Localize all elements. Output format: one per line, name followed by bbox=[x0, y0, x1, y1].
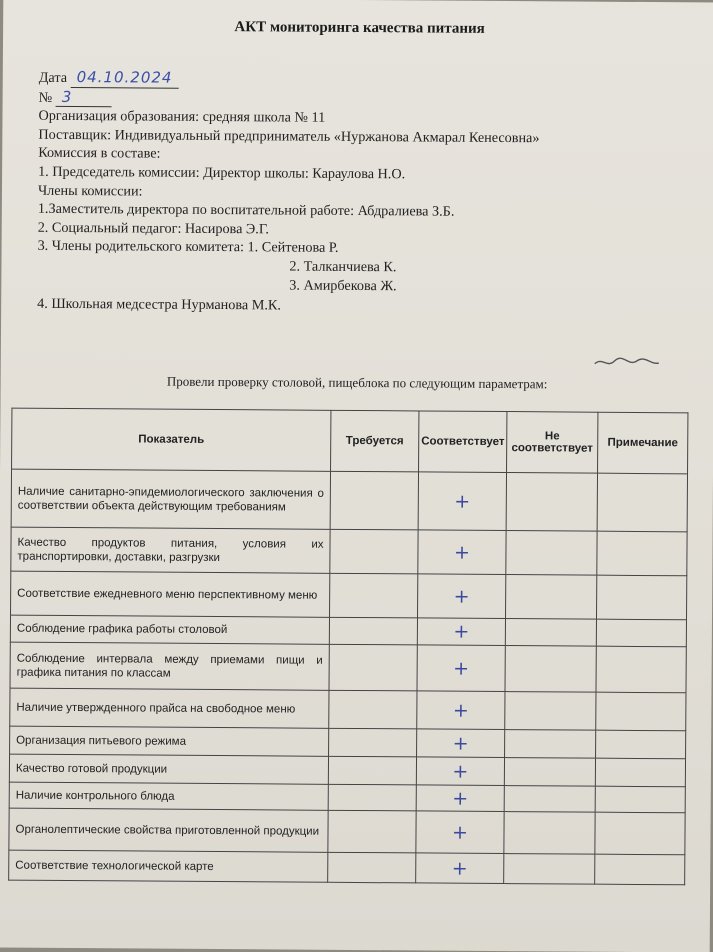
table-body bbox=[9, 469, 688, 885]
header-line: Организация образования: средняя школа № 11 bbox=[38, 107, 326, 126]
date-value: 04.10.2024 bbox=[71, 68, 179, 88]
committee-member-line: 2. Талканчиева К. bbox=[289, 258, 397, 276]
compliant-mark-cell: + bbox=[418, 472, 506, 531]
header-line: 1. Председатель комиссии: Директор школы: Караулова Н.О. bbox=[38, 163, 406, 183]
indicator-cell: Соблюдение интервала между приемами пищи и графика питания по классам bbox=[10, 642, 329, 690]
required-cell bbox=[330, 573, 418, 618]
number-value: 3 bbox=[56, 87, 112, 107]
table-row bbox=[9, 850, 685, 885]
handwritten-mark bbox=[593, 355, 663, 371]
compliant-mark-cell: + bbox=[416, 757, 504, 786]
compliant-mark-cell: + bbox=[417, 729, 505, 758]
noncompliant-cell bbox=[505, 619, 596, 647]
header-line: 1.Заместитель директора по воспитательной работе: Абдралиева З.Б. bbox=[37, 200, 455, 220]
date-label: Дата bbox=[38, 69, 68, 86]
table-row bbox=[11, 469, 687, 532]
indicator-cell: Соответствие технологической карте bbox=[9, 850, 328, 882]
indicator-cell: Качество готовой продукции bbox=[9, 754, 328, 784]
required-cell bbox=[329, 690, 417, 729]
required-cell bbox=[329, 644, 417, 691]
nurse-line: 4. Школьная медсестра Нурманова М.К. bbox=[37, 295, 281, 314]
table-caption: Провели проверку столовой, пищеблока по следующим параметрам: bbox=[166, 373, 548, 392]
noncompliant-cell bbox=[505, 646, 596, 693]
noncompliant-cell bbox=[504, 854, 595, 885]
required-cell bbox=[329, 617, 417, 645]
number-label: № bbox=[38, 89, 53, 106]
col-header-noncompliant: Не соответствует bbox=[507, 412, 598, 474]
noncompliant-cell bbox=[505, 730, 596, 759]
compliant-mark-cell: + bbox=[418, 574, 506, 619]
document-title: АКТ мониторинга качества питания bbox=[234, 19, 485, 37]
date-line bbox=[39, 68, 540, 91]
noncompliant-cell bbox=[506, 575, 597, 620]
compliant-mark-cell: + bbox=[417, 645, 505, 692]
committee-member-line: 3. Амирбекова Ж. bbox=[289, 277, 397, 294]
required-cell bbox=[330, 529, 418, 574]
noncompliant-cell bbox=[504, 786, 595, 813]
noncompliant-cell bbox=[504, 758, 595, 787]
header-block bbox=[37, 68, 540, 317]
indented-lines bbox=[37, 256, 538, 297]
noncompliant-cell bbox=[505, 692, 596, 731]
table-header-row bbox=[12, 408, 688, 474]
compliant-mark-cell: + bbox=[416, 785, 504, 812]
indicator-cell: Соблюдение графика работы столовой bbox=[10, 615, 329, 644]
compliant-mark-cell: + bbox=[417, 618, 505, 646]
header-line: Комиссия в составе: bbox=[38, 145, 161, 162]
note-cell bbox=[596, 575, 686, 620]
compliant-mark-cell: + bbox=[417, 691, 505, 730]
header-lines bbox=[38, 107, 540, 259]
col-header-note: Примечание bbox=[598, 412, 688, 474]
header-line: Поставщик: Индивидуальный предприниматель «Нуржанова Акмарал Кенесовна» bbox=[38, 126, 540, 147]
compliant-mark-cell: + bbox=[416, 853, 504, 884]
note-cell bbox=[597, 473, 687, 532]
noncompliant-cell bbox=[506, 473, 597, 532]
note-cell bbox=[596, 692, 686, 731]
note-cell bbox=[596, 646, 686, 693]
col-header-indicator: Показатель bbox=[12, 408, 331, 471]
compliant-mark-cell: + bbox=[416, 811, 504, 854]
table-row bbox=[10, 688, 686, 731]
noncompliant-cell bbox=[506, 531, 597, 576]
required-cell bbox=[328, 852, 416, 883]
indicator-cell: Органолептические свойства приготовленной продукции bbox=[9, 808, 328, 852]
note-cell bbox=[596, 730, 686, 759]
note-cell bbox=[595, 758, 685, 787]
indicator-cell: Наличие контрольного блюда bbox=[9, 782, 328, 810]
required-cell bbox=[328, 810, 416, 853]
col-header-compliant: Соответствует bbox=[419, 411, 507, 473]
note-cell bbox=[595, 786, 685, 813]
header-line: 3. Члены родительского комитета: 1. Сейтенова Р. bbox=[37, 238, 339, 257]
indicator-cell: Качество продуктов питания, условия их транспортировки, доставки, разгрузки bbox=[11, 527, 330, 573]
note-cell bbox=[596, 619, 686, 647]
col-header-required: Требуется bbox=[331, 410, 419, 472]
required-cell bbox=[328, 784, 416, 811]
indicator-cell: Наличие утвержденного прайса на свободное меню bbox=[10, 688, 329, 728]
note-cell bbox=[595, 854, 685, 885]
table-row bbox=[10, 642, 686, 693]
compliant-mark-cell: + bbox=[418, 530, 506, 575]
table-row bbox=[9, 808, 685, 855]
indicator-cell: Наличие санитарно-эпидемиологического заключения о соответствии объекта действующим требованиям bbox=[11, 469, 330, 529]
required-cell bbox=[328, 756, 416, 785]
noncompliant-cell bbox=[504, 812, 595, 855]
header-line: 2. Социальный педагог: Насирова Э.Г. bbox=[37, 219, 270, 238]
required-cell bbox=[330, 471, 418, 530]
header-line: Члены комиссии: bbox=[37, 182, 143, 200]
table-row bbox=[11, 571, 687, 620]
required-cell bbox=[329, 728, 417, 757]
table-row bbox=[11, 527, 687, 576]
indicator-cell: Организация питьевого режима bbox=[10, 726, 329, 756]
note-cell bbox=[597, 531, 687, 576]
inspection-table bbox=[8, 408, 688, 886]
indicator-cell: Соответствие ежедневного меню перспективному меню bbox=[11, 571, 330, 617]
note-cell bbox=[595, 812, 685, 855]
